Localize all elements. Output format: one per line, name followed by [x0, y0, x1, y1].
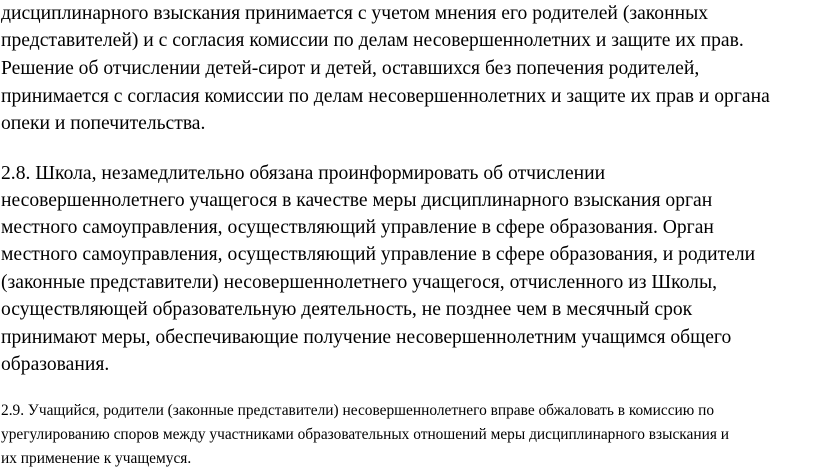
paragraph-1-line: опеки и попечительства.: [1, 113, 206, 134]
paragraph-2-line: образования.: [1, 354, 110, 375]
paragraph-2-line: (законные представители) несовершеннолетнего учащегося, отчисленного из Школы,: [1, 272, 718, 293]
paragraph-3-line: 2.9. Учащийся, родители (законные представители) несовершеннолетнего вправе обжаловать в комиссию по: [1, 402, 715, 419]
paragraph-1-line: дисциплинарного взыскания принимается с учетом мнения его родителей (законных: [1, 3, 709, 24]
paragraph-2-line: принимают меры, обеспечивающие получение несовершеннолетним учащимся общего: [1, 327, 732, 348]
paragraph-2-line: осуществляющей образовательную деятельность, не позднее чем в месячный срок: [1, 299, 693, 320]
paragraph-2-line: 2.8. Школа, незамедлительно обязана проинформировать об отчислении: [1, 163, 606, 184]
paragraph-2-line: местного самоуправления, осуществляющий управление в сфере образования. Орган: [1, 217, 714, 238]
paragraph-2-line: местного самоуправления, осуществляющий управление в сфере образования, и родители: [1, 244, 756, 265]
paragraph-1-line: принимается с согласия комиссии по делам несовершеннолетних и защите их прав и органа: [1, 86, 770, 107]
paragraph-1-line: Решение об отчислении детей-сирот и детей, оставшихся без попечения родителей,: [1, 58, 700, 79]
paragraph-2-line: несовершеннолетнего учащегося в качестве меры дисциплинарного взыскания орган: [1, 190, 713, 211]
paragraph-1-line: представителей) и с согласия комиссии по делам несовершеннолетних и защите их прав.: [1, 30, 744, 51]
paragraph-3-line: урегулированию споров между участниками образовательных отношений меры дисциплинарного взыскания и: [1, 426, 729, 443]
paragraph-3-line: их применение к учащемуся.: [1, 450, 192, 467]
